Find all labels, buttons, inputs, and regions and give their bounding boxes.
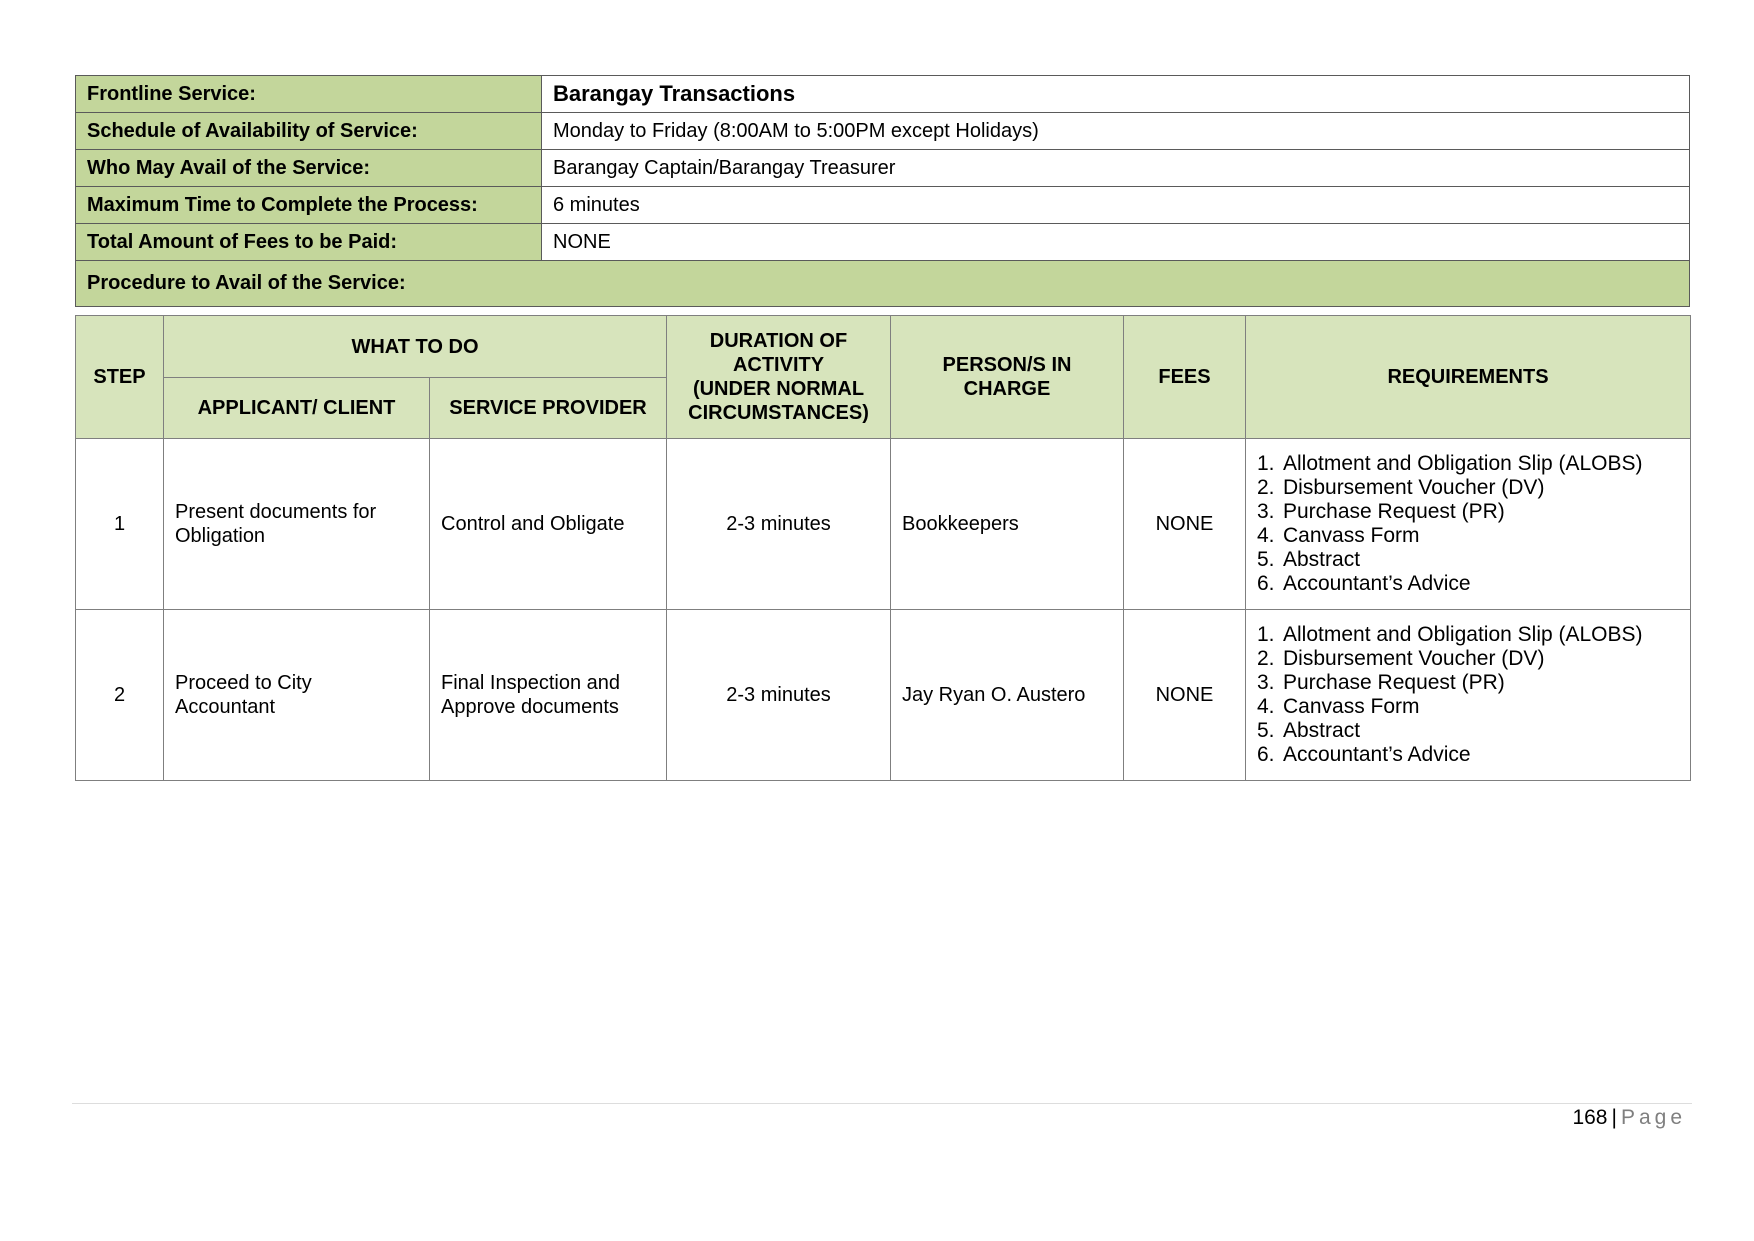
page-word: Page <box>1620 1106 1686 1129</box>
duration-value: 2-3 minutes <box>667 610 891 781</box>
list-item-number: 1. <box>1257 452 1275 475</box>
info-label: Who May Avail of the Service: <box>76 150 542 187</box>
list-item-text: Accountant’s Advice <box>1283 743 1471 766</box>
header-duration-line: DURATION OF <box>709 330 848 352</box>
info-value-service-name: Barangay Transactions <box>542 76 1690 113</box>
person-in-charge-value: Bookkeepers <box>891 439 1124 610</box>
header-person-in-charge <box>891 316 1124 439</box>
list-item-number: 2. <box>1257 647 1275 670</box>
list-item-number: 1. <box>1257 623 1275 646</box>
list-item <box>1257 719 1679 743</box>
list-item <box>1257 743 1679 767</box>
step-number: 1 <box>76 439 164 610</box>
fees-value: NONE <box>1124 439 1246 610</box>
duration-value: 2-3 minutes <box>667 439 891 610</box>
info-row-schedule <box>76 113 1690 150</box>
header-requirements: REQUIREMENTS <box>1246 316 1691 439</box>
list-item-number: 4. <box>1257 695 1275 718</box>
header-duration-line: ACTIVITY <box>732 354 825 376</box>
header-duration <box>667 316 891 439</box>
header-row-top <box>76 316 1691 378</box>
footer-divider <box>72 1103 1692 1104</box>
list-item-number: 6. <box>1257 743 1275 766</box>
applicant-action-line: Accountant <box>175 696 276 718</box>
procedure-heading: Procedure to Avail of the Service: <box>76 261 1690 307</box>
header-person-line: PERSON/S IN <box>942 354 1072 376</box>
info-label: Frontline Service: <box>76 76 542 113</box>
provider-action <box>430 439 667 610</box>
provider-action-line: Control and Obligate <box>441 513 625 535</box>
applicant-action-line: Obligation <box>175 525 266 547</box>
list-item-text: Abstract <box>1283 719 1361 742</box>
list-item <box>1257 524 1679 548</box>
header-service-provider: SERVICE PROVIDER <box>430 378 667 439</box>
footer-separator: | <box>1611 1106 1617 1129</box>
list-item-text: Purchase Request (PR) <box>1283 671 1505 694</box>
requirements-cell <box>1246 439 1691 610</box>
info-label: Schedule of Availability of Service: <box>76 113 542 150</box>
list-item <box>1257 548 1679 572</box>
header-step: STEP <box>76 316 164 439</box>
info-row-maximum-time <box>76 187 1690 224</box>
applicant-action <box>164 439 430 610</box>
info-row-total-fees <box>76 224 1690 261</box>
info-value: Monday to Friday (8:00AM to 5:00PM except Holidays) <box>542 113 1690 150</box>
list-item <box>1257 623 1679 647</box>
requirements-list <box>1257 452 1679 596</box>
procedure-heading-row <box>76 261 1690 307</box>
info-label: Maximum Time to Complete the Process: <box>76 187 542 224</box>
provider-action-line: Approve documents <box>441 696 619 718</box>
info-row-frontline-service <box>76 76 1690 113</box>
page-footer <box>1572 1106 1686 1130</box>
info-value: Barangay Captain/Barangay Treasurer <box>542 150 1690 187</box>
list-item-text: Allotment and Obligation Slip (ALOBS) <box>1283 623 1643 646</box>
list-item <box>1257 647 1679 671</box>
list-item-text: Canvass Form <box>1283 524 1420 547</box>
procedure-table <box>75 315 1691 781</box>
list-item-number: 3. <box>1257 671 1275 694</box>
table-row <box>76 439 1691 610</box>
list-item <box>1257 671 1679 695</box>
list-item-number: 3. <box>1257 500 1275 523</box>
list-item-text: Accountant’s Advice <box>1283 572 1471 595</box>
list-item <box>1257 572 1679 596</box>
applicant-action-line: Proceed to City <box>175 672 312 694</box>
page-number: 168 <box>1572 1106 1608 1129</box>
header-fees: FEES <box>1124 316 1246 439</box>
requirements-cell <box>1246 610 1691 781</box>
info-row-who-may-avail <box>76 150 1690 187</box>
list-item <box>1257 695 1679 719</box>
requirements-list <box>1257 623 1679 767</box>
info-label: Total Amount of Fees to be Paid: <box>76 224 542 261</box>
header-applicant-client: APPLICANT/ CLIENT <box>164 378 430 439</box>
list-item <box>1257 500 1679 524</box>
step-number: 2 <box>76 610 164 781</box>
provider-action <box>430 610 667 781</box>
list-item-number: 5. <box>1257 719 1275 742</box>
list-item-number: 4. <box>1257 524 1275 547</box>
header-what-to-do: WHAT TO DO <box>164 316 667 378</box>
applicant-action <box>164 610 430 781</box>
list-item <box>1257 452 1679 476</box>
list-item-text: Disbursement Voucher (DV) <box>1283 476 1545 499</box>
list-item-text: Abstract <box>1283 548 1361 571</box>
fees-value: NONE <box>1124 610 1246 781</box>
header-person-line: CHARGE <box>963 378 1051 400</box>
provider-action-line: Final Inspection and <box>441 672 621 694</box>
list-item-text: Allotment and Obligation Slip (ALOBS) <box>1283 452 1643 475</box>
info-value: NONE <box>542 224 1690 261</box>
list-item <box>1257 476 1679 500</box>
person-in-charge-value: Jay Ryan O. Austero <box>891 610 1124 781</box>
header-duration-line: (UNDER NORMAL <box>692 378 865 400</box>
list-item-number: 2. <box>1257 476 1275 499</box>
list-item-number: 5. <box>1257 548 1275 571</box>
applicant-action-line: Present documents for <box>175 501 377 523</box>
list-item-number: 6. <box>1257 572 1275 595</box>
list-item-text: Purchase Request (PR) <box>1283 500 1505 523</box>
service-info-table <box>75 75 1690 307</box>
list-item-text: Canvass Form <box>1283 695 1420 718</box>
header-duration-line: CIRCUMSTANCES) <box>688 402 869 424</box>
list-item-text: Disbursement Voucher (DV) <box>1283 647 1545 670</box>
table-row <box>76 610 1691 781</box>
info-value: 6 minutes <box>542 187 1690 224</box>
